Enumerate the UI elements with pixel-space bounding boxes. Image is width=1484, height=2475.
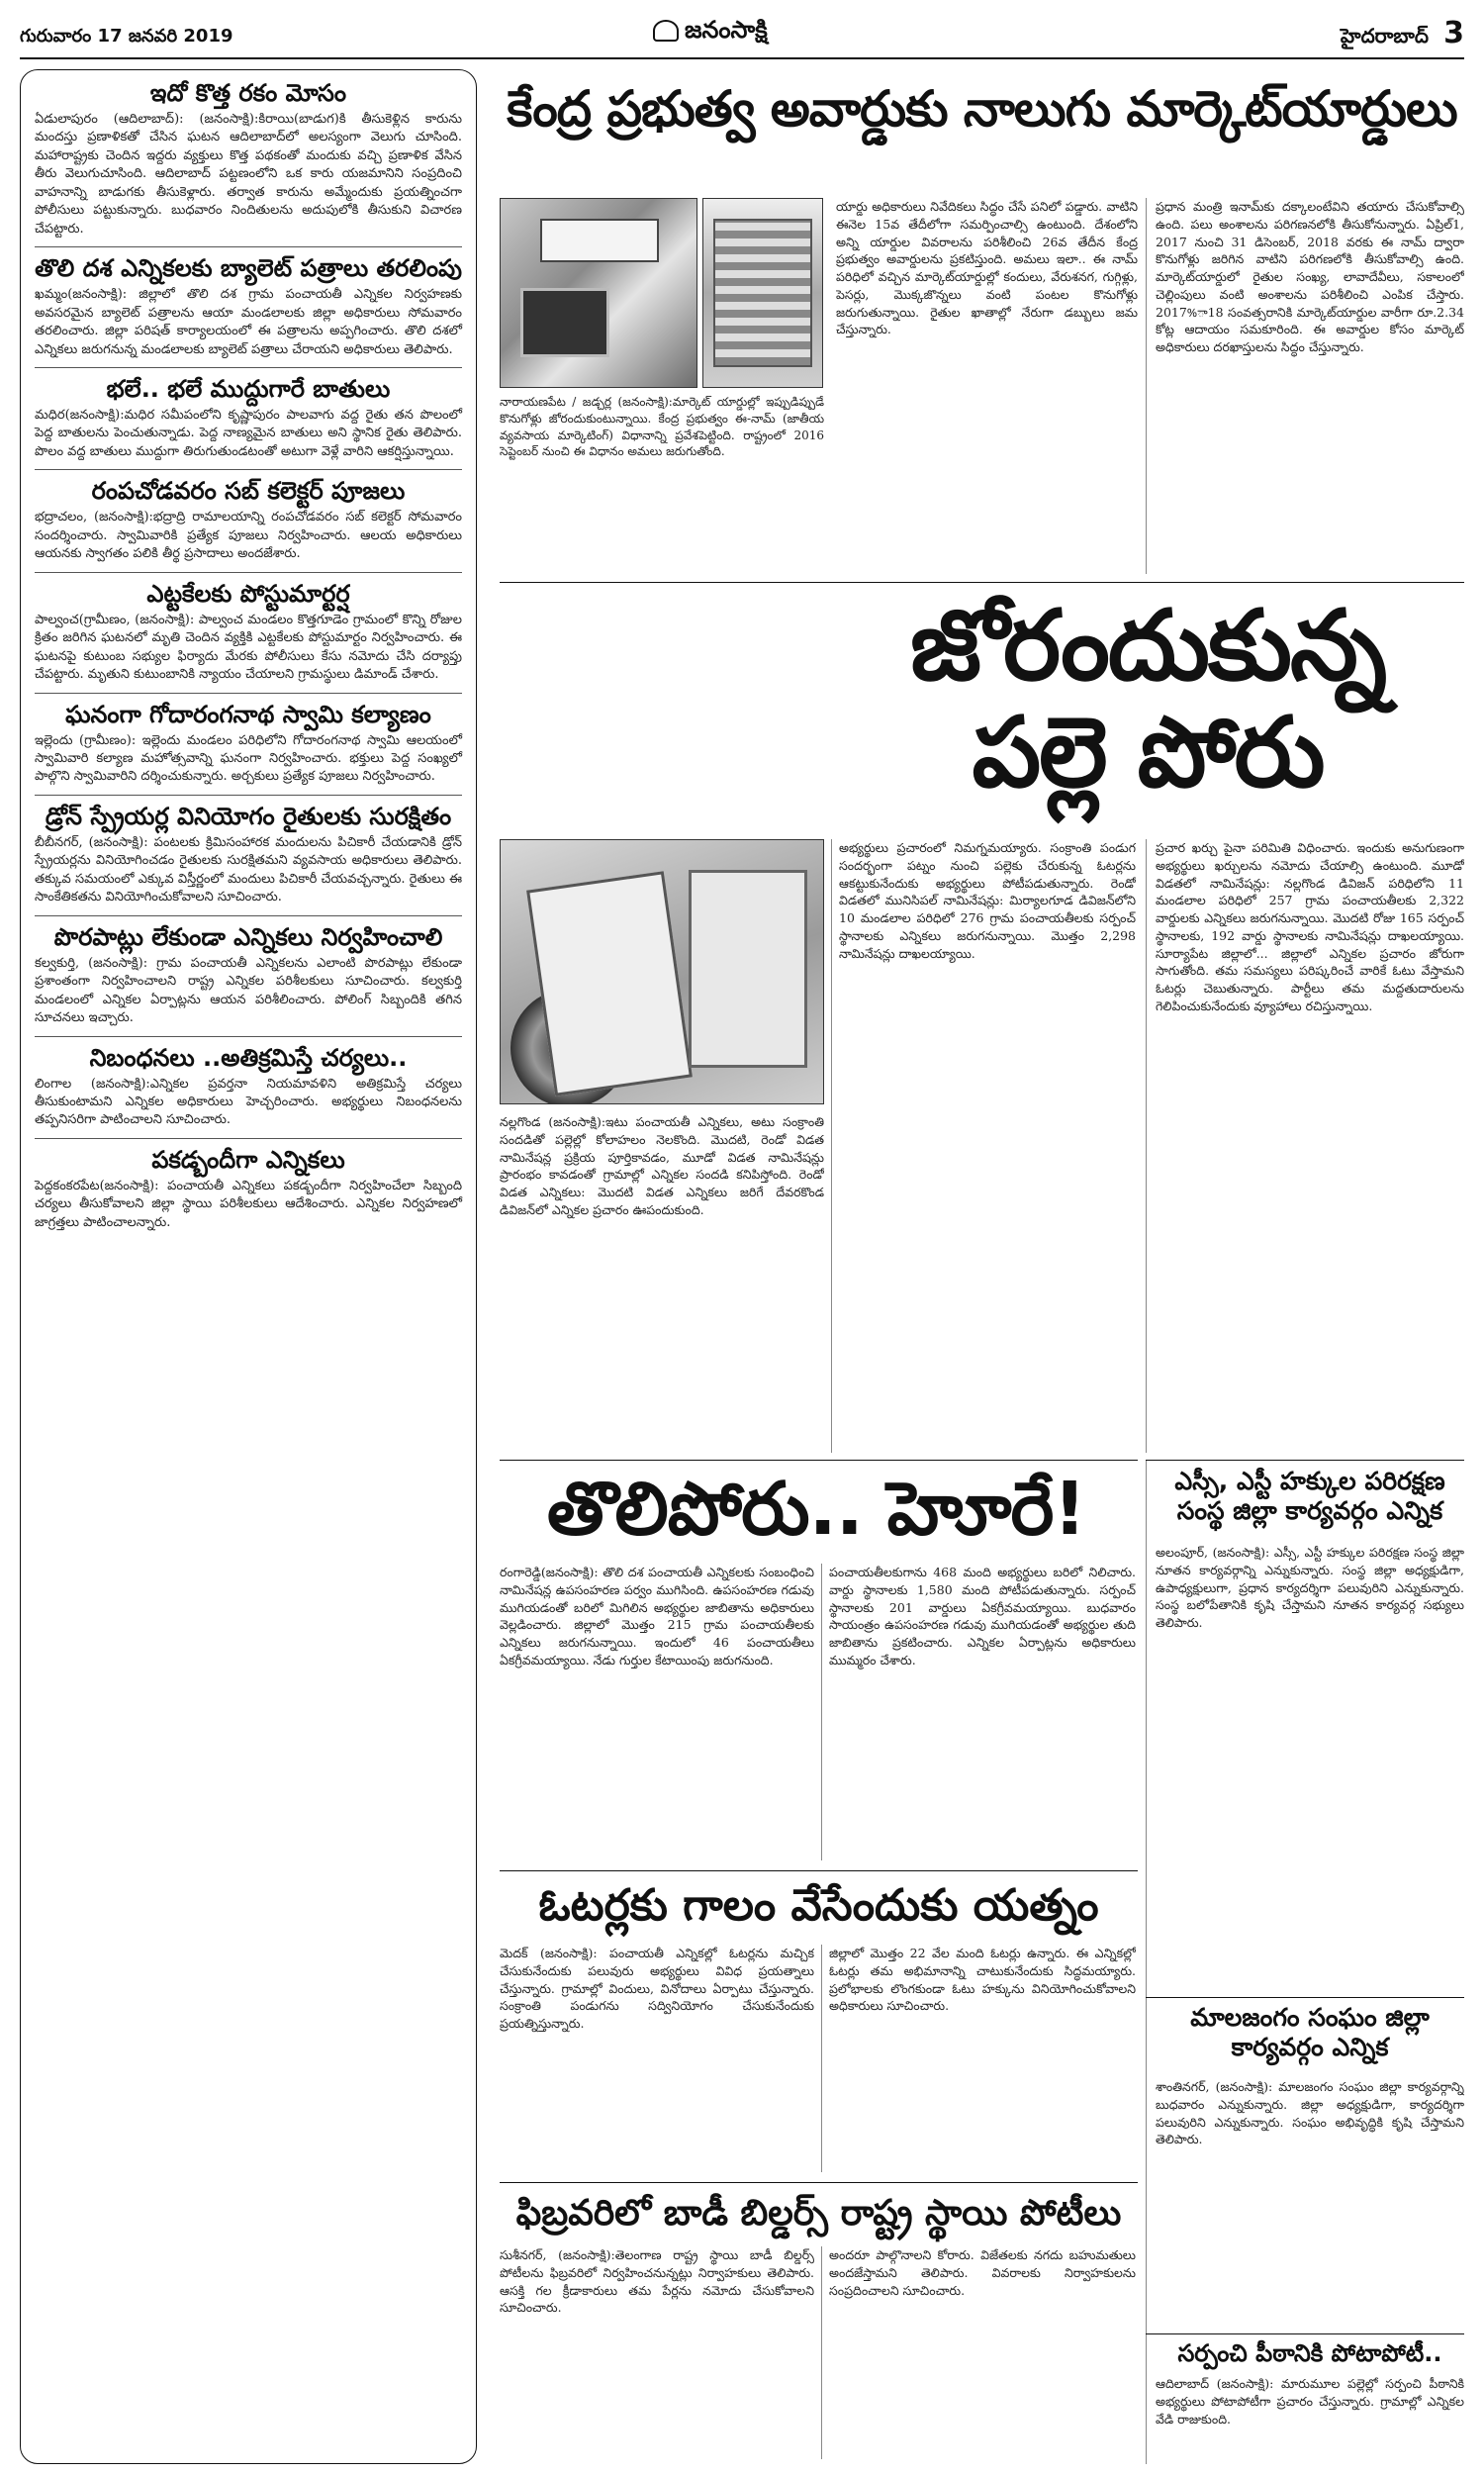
photo-sign [540,219,659,262]
story-body: బీబీనగర్, (జనంసాక్షి): పంటలకు క్రిమిసంహారక మందులను పిచికారీ చేయడానికి డ్రోన్ స్ప్రేయర్లను వినియోగించడం రైతులకు సురక్షితమని వ్యవసాయ అధికారులు తెలిపారు. తక్కువ సమయంలో ఎక్కువ విస్తీర్ణంలో మందులు పిచికారీ చేయవచ్చన్నారు. రైతులు ఈ సాంకేతికతను వినియోగించుకోవాలని సూచించారు. [35,834,462,905]
photo-evm [526,871,693,1095]
story-title: పకడ్బందీగా ఎన్నికలు [151,1145,345,1174]
photo-screen [520,288,609,357]
column-rule [1146,1460,1147,2464]
divider [35,1138,462,1139]
story-body: భద్రాచలం, (జనంసాక్షి):భద్రాద్రి రామాలయాన్ని రంపచోడవరం సబ్ కలెక్టర్ సోమవారం సందర్శించారు. స్వామివారికి ప్రత్యేక పూజలు నిర్వహించారు. ఆలయ అధికారులు ఆయనకు స్వాగతం పలికి తీర్థ ప్రసాదాలు అందజేశారు. [35,510,462,562]
edition-city: హైదరాబాద్ [1340,24,1429,48]
story-body: కల్వకుర్తి, (జనంసాక్షి): గ్రామ పంచాయతీ ఎన్నికలను ఎలాంటి పొరపాట్లు లేకుండా ప్రశాంతంగా నిర్వహించాలని రాష్ట్ర ఎన్నికల పరిశీలకులు సూచించారు. కల్వకుర్తి మండలంలో ఎన్నికల ఏర్పాట్లను ఆయన పరిశీలించారు. పోలింగ్ సిబ్బందికి తగిన సూచనలు ఇచ్చారు. [35,955,462,1026]
story-title: భలే.. భలే ముద్దుగారే బాతులు [106,374,391,403]
markets-column-2: యార్డు అధికారులు నివేదికలు సిద్ధం చేసే పనిలో పడ్డారు. వాటిని ఈనెల 15వ తేదీలోగా సమర్పించాల్సి ఉంటుంది. దేశంలోని అన్ని యార్డుల వివరాలను పరిశీలించి 26వ తేదీన కేంద్ర ప్రభుత్వం అవార్డులను ప్రకటిస్తుంది. అమలు ఇలా.. ఈ నామ్ పరిధిలో వచ్చిన మార్కెట్‌యార్డుల్లో కందులు, వేరుశనగ, గుగ్గిళ్లు, పెసర్లు, మొక్కజొన్నలు వంటి పంటల కొనుగోళ్లు జరుగుతున్నాయి. రైతుల ఖాతాల్లో నేరుగా డబ్బులు జమ చేస్తున్నారు. [836,199,1138,337]
divider [35,469,462,470]
story-title: డ్రోన్ స్ప్రేయర్ల వినియోగం రైతులకు సురక్షితం [45,802,452,830]
column-rule [821,2246,822,2459]
story-title: పొరపాట్లు లేకుండా ఎన్నికలు నిర్వహించాలి [53,922,443,951]
story-7 [35,802,462,907]
story-5 [35,579,462,685]
malajangam-headline: మాలజంగం సంఘం జిల్లా కార్యవర్గం ఎన్నిక [1190,2003,1430,2061]
rights-org-headline: ఎస్సీ, ఎస్టీ హక్కుల పరిరక్షణ సంస్థ జిల్లా కార్యవర్గం ఎన్నిక [1174,1467,1445,1525]
paper-logo-text: జనంసాక్షి [685,16,768,44]
story-body: పాల్వంచ(గ్రామీణం, (జనంసాక్షి): పాల్వంచ మండలం కొత్తగూడెం గ్రామంలో కొన్ని రోజుల క్రితం జరిగిన ఘటనలో మృతి చెందిన వ్యక్తికి ఎట్టకేలకు పోస్టుమార్టం నిర్వహించారు. ఈ ఘటనపై కుటుంబ సభ్యుల ఫిర్యాదు మేరకు పోలీసులు కేసు నమోదు చేసి దర్యాప్తు చేపట్టారు. మృతుని కుటుంబానికి న్యాయం చేయాలని గ్రామస్థులు డిమాండ్ చేశారు. [35,612,462,683]
markets-column-3: ప్రధాన మంత్రి ఇనామ్‌కు దక్కాలంటేవిని తయారు చేసుకోవాల్సి ఉంది. పలు అంశాలను పరిగణనలోకి తీసుకోనున్నారు. ఏప్రిల్1, 2017 నుంచి 31 డిసెంబర్, 2018 వరకు ఈ నామ్ ద్వారా కొనుగోళ్లు జరిగిన వాటిని పరిగణలోకి తీసుకోవాల్సి ఉంది. మార్కెట్‌యార్డులో రైతుల సంఖ్య, లావాదేవీలు, సకాలంలో చెల్లింపులు వంటి అంశాలను పరిశీలించి ఎంపిక చేస్తారు. 2017%ా18 సంవత్సరానికి మార్కెట్‌యార్డుల వారీగా రూ.2.34 కోట్ల ఆదాయం సమకూరింది. ఈ అవార్డుల కోసం మార్కెట్ అధికారులు దరఖాస్తులను సిద్ధం చేస్తున్నారు. [1156,199,1464,354]
bodybuilding-column-2: అందరూ పాల్గొనాలని కోరారు. విజేతలకు నగదు బహుమతులు అందజేస్తామని తెలిపారు. వివరాలకు నిర్వాహకులను సంప్రదించాలని సూచించారు. [829,2247,1136,2298]
voters-column-2: జిల్లాలో మొత్తం 22 వేల మంది ఓటర్లు ఉన్నారు. ఈ ఎన్నికల్లో ఓటర్లు తమ అభిమానాన్ని చాటుకునేందుకు సిద్ధమయ్యారు. ప్రలోభాలకు లొంగకుండా ఓటు హక్కును వినియోగించుకోవాలని అధికారులు సూచించారు. [829,1946,1136,2014]
market-building-photo [702,198,823,388]
masthead [20,10,1464,59]
story-2 [35,253,462,359]
village-headline: జోరందుకున్న పల్లె పోరు [910,590,1385,809]
story-3 [35,374,462,461]
voters-headline: ఓటర్లకు గాలం వేసేందుకు యత్నం [538,1880,1099,1931]
section-rule [1146,1997,1464,1998]
story-title: ఎట్టకేలకు పోస్టుమార్టర్ష [146,579,350,608]
photo-building [713,219,812,367]
divider [35,367,462,368]
divider [35,795,462,796]
story-body: మధిర(జనంసాక్షి):మధిర సమీపంలోని కృష్ణాపురం పాలవాగు వద్ద రైతు తన పొలంలో పెద్ద బాతులను పెంచుతున్నాడు. పెద్ద నాణ్యమైన బాతులు అని స్థానిక రైతు తెలిపారు. పొలం వద్ద బాతులు ముద్దుగా తిరుగుతుండటంతో అటుగా వెళ్లే వారిని ఆకర్షిస్తున్నాయి. [35,407,462,459]
section-rule [1146,2333,1464,2334]
village-column-1: నల్లగొండ (జనంసాక్షి):ఇటు పంచాయతీ ఎన్నికలు, అటు సంక్రాంతి సందడితో పల్లెల్లో కోలాహలం నెలకొంది. మొదటి, రెండో విడత నామినేషన్ల ప్రక్రియ పూర్తికావడం, మూడో విడత నామినేషన్లు ప్రారంభం కావడంతో గ్రామాల్లో ఎన్నికల సందడి కనిపిస్తోంది. రెండో విడత ఎన్నికలు: మొదటి విడత ఎన్నికలు జరిగే దేవరకొండ డివిజన్‌లో ఎన్నికల ప్రచారం ఊపందుకుంది. [500,1114,824,1217]
story-4 [35,476,462,563]
story-body: ఏడులాపురం (ఆదిలాబాద్): (జనంసాక్షి):కిరాయి(బాడుగ)కి తీసుకెళ్లిన కారును మందస్తు ప్రణాళికతో చేసిన ఘటన ఆదిలాబాద్‌లో అలస్యంగా వెలుగు చూసింది. మహారాష్ట్రకు చెందిన ఇద్దరు వ్యక్తులు కొత్త పథకంతో మందుకు వచ్చి ప్రణాళిక వేసిన తీరు వెలుగుచూసింది. ఆదిలాబాద్ పట్టణంలోని ఒక కారు యజమానిని సంప్రదించి వాహనాన్ని బాడుగకు తీసుకెళ్లారు. తర్వాత కారును అమ్మేందుకు ప్రయత్నించగా పోలీసులు పట్టుకున్నారు. బుధవారం నిందితులను అదుపులోకి తీసుకుని విచారణ చేపట్టారు. [35,112,462,237]
divider [35,693,462,694]
sarpanch-headline: సర్పంచి పీఠానికి పోటాపోటీ.. [1177,2339,1442,2367]
logo-mark-icon [653,20,679,42]
story-body: ఇల్లెందు (గ్రామీణం): ఇల్లెందు మండలం పరిధిలోని గోదారంగనాథ స్వామి ఆలయంలో స్వామివారి కల్యాణ మహోత్సవాన్ని ఘనంగా నిర్వహించారు. భక్తులు పెద్ద సంఖ్యలో పాల్గొని స్వామివారిని దర్శించుకున్నారు. అర్చకులు ప్రత్యేక పూజలు నిర్వహించారు. [35,732,462,785]
market-yard-photo [500,198,697,388]
section-rule [500,582,1464,583]
story-title: ఘనంగా గోదారంగనాథ స్వామి కల్యాణం [65,700,431,728]
section-rule [1146,1460,1464,1461]
column-rule [1146,839,1147,1453]
story-title: ఇదో కొత్త రకం మోసం [149,79,347,107]
story-title: రంపచోడవరం సబ్ కలెక్టర్ పూజలు [91,477,406,506]
story-1 [35,78,462,238]
section-rule [500,1870,1138,1871]
story-body: ఖమ్మం(జనంసాక్షి): జిల్లాలో తొలి దశ గ్రామ పంచాయతీ ఎన్నికల నిర్వహణకు అవసరమైన బ్యాలెట్ పత్రాలను ఆయా మండలాలకు జిల్లా అధికారులు సోమవారం తరలించారు. జిల్లా పరిషత్ కార్యాలయంలో ఈ పత్రాలను అప్పగించారు. తొలి దశలో ఎన్నికలు జరుగనున్న మండలాలకు బ్యాలెట్ పత్రాలు చేరాయని అధికారులు తెలిపారు. [35,287,462,357]
first-round-column-1: రంగారెడ్డి(జనంసాక్షి): తొలి దశ పంచాయతీ ఎన్నికలకు సంబంధించి నామినేషన్ల ఉపసంహరణ పర్వం ముగిసింది. ఉపసంహరణ గడువు ముగియడంతో బరిలో మిగిలిన అభ్యర్థుల జాబితాను అధికారులు వెల్లడించారు. జిల్లాలో మొత్తం 215 గ్రామ పంచాయతీలకు ఎన్నికలు జరుగనున్నాయి. ఇందులో 46 పంచాయతీలు ఏకగ్రీవమయ్యాయి. నేడు గుర్తుల కేటాయింపు జరుగనుంది. [500,1565,814,1667]
column-rule [821,1945,822,2172]
paper-logo [653,16,768,49]
divider [35,246,462,247]
bodybuilding-headline: ఫిబ్రవరిలో బాడీ బిల్డర్స్ రాష్ట్ర స్థాయి పోటీలు [515,2193,1122,2234]
bodybuilding-column-1: సుశీనగర్, (జనంసాక్షి):తెలంగాణ రాష్ట్ర స్థాయి బాడీ బిల్డర్స్ పోటీలను ఫిబ్రవరిలో నిర్వహించనున్నట్లు నిర్వాహకులు తెలిపారు. ఆసక్తి గల క్రీడాకారులు తమ పేర్లను నమోదు చేసుకోవాలని సూచించారు. [500,2247,814,2316]
divider [35,572,462,573]
story-8 [35,922,462,1028]
left-news-column [20,69,477,2464]
story-body: లింగాల (జనంసాక్షి):ఎన్నికల ప్రవర్తనా నియమావళిని అతిక్రమిస్తే చర్యలు తీసుకుంటామని ఎన్నికల అధికారులు హెచ్చరించారు. అభ్యర్థులు నిబంధనలను తప్పనిసరిగా పాటించాలని సూచించారు. [35,1076,462,1128]
divider [35,915,462,916]
story-6 [35,700,462,787]
photo-evm-unit [689,870,807,1068]
section-rule [500,1460,1138,1461]
story-9 [35,1043,462,1130]
story-10 [35,1145,462,1232]
column-rule [831,839,832,1453]
sarpanch-body: ఆదిలాబాద్ (జనంసాక్షి): మారుమూల పల్లెల్లో సర్పంచి పీఠానికి అభ్యర్థులు పోటాపోటీగా ప్రచారం చేస్తున్నారు. గ్రామాల్లో ఎన్నికల వేడి రాజుకుంది. [1156,2376,1464,2427]
rights-org-body: అలంపూర్, (జనంసాక్షి): ఎస్సీ, ఎస్టీ హక్కుల పరిరక్షణ సంస్థ జిల్లా నూతన కార్యవర్గాన్ని ఎన్నుకున్నారు. సంస్థ జిల్లా అధ్యక్షుడిగా, ఉపాధ్యక్షులుగా, ప్రధాన కార్యదర్శిగా పలువురిని ఎన్నుకున్నారు. సంస్థ బలోపేతానికి కృషి చేస్తామని నూతన కార్యవర్గ సభ్యులు తెలిపారు. [1156,1545,1464,1630]
column-rule [821,1564,822,1860]
village-column-2: అభ్యర్థులు ప్రచారంలో నిమగ్నమయ్యారు. సంక్రాంతి పండుగ సందర్భంగా పట్నం నుంచి పల్లెకు చేరుకున్న ఓటర్లను ఆకట్టుకునేందుకు అభ్యర్థులు పోటీపడుతున్నారు. రెండో విడతలో మునిసిపల్ నామినేషన్లు: మిర్యాలగూడ డివిజన్‌లోని 10 మండలాల పరిధిలో 276 గ్రామ పంచాయతీలకు సర్పంచ్ స్థానాలకు ఎన్నికలు జరుగనున్నాయి. మొత్తం 2,298 నామినేషన్లు దాఖలయ్యాయి. [839,840,1136,961]
first-round-headline: తొలిపోరు.. హెూరే! [546,1467,1086,1552]
evm-photo [500,839,824,1104]
section-rule [500,2182,1138,2183]
story-title: నిబంధనలు ..అతిక్రమిస్తే చర్యలు.. [89,1043,408,1072]
first-round-column-2: పంచాయతీలకుగాను 468 మంది అభ్యర్థులు బరిలో నిలిచారు. వార్డు స్థానాలకు 1,580 మంది పోటీపడుతున్నారు. సర్పంచ్ స్థానాలకు 201 వార్డులు ఏకగ్రీవమయ్యాయి. బుధవారం సాయంత్రం ఉపసంహరణ గడువు ముగియడంతో అభ్యర్థుల తుది జాబితాను ప్రకటించారు. ఎన్నికల ఏర్పాట్లను అధికారులు ముమ్మరం చేశారు. [829,1565,1136,1667]
malajangam-body: శాంతినగర్, (జనంసాక్షి): మాలజంగం సంఘం జిల్లా కార్యవర్గాన్ని బుధవారం ఎన్నుకున్నారు. జిల్లా అధ్యక్షుడిగా, కార్యదర్శిగా పలువురిని ఎన్నుకున్నారు. సంఘం అభివృద్ధికి కృషి చేస్తామని తెలిపారు. [1156,2079,1464,2147]
voters-column-1: మెదక్ (జనంసాక్షి): పంచాయతీ ఎన్నికల్లో ఓటర్లను మచ్చిక చేసుకునేందుకు పలువురు అభ్యర్థులు వివిధ ప్రయత్నాలు చేస్తున్నారు. గ్రామాల్లో విందులు, వినోదాలు ఏర్పాటు చేస్తున్నారు. సంక్రాంతి పండుగను సద్వినియోగం చేసుకునేందుకు ప్రయత్నిస్తున్నారు. [500,1946,814,2031]
markets-caption: నారాయణపేట / జడ్చర్ల (జనంసాక్షి):మార్కెట్ యార్డుల్లో ఇప్పుడిప్పుడే కొనుగోళ్లు జోరందుకుంటున్నాయి. కేంద్ర ప్రభుత్వం ఈ-నామ్ (జాతీయ వ్యవసాయ మార్కెటింగ్) విధానాన్ని ప్రవేశపెట్టింది. రాష్ట్రంలో 2016 సెప్టెంబర్ నుంచి ఈ విధానం అమలు జరుగుతోంది. [500,395,824,459]
divider [35,1036,462,1037]
story-body: పెద్దకంకరపేట(జనంసాక్షి): పంచాయతీ ఎన్నికలు పకడ్బందీగా నిర్వహించేలా సిబ్బంది చర్యలు తీసుకోవాలని జిల్లా స్థాయి పరిశీలకులు ఆదేశించారు. ఎన్నికల నిర్వహణలో జాగ్రత్తలు పాటించాలన్నారు. [35,1178,462,1230]
page-number: 3 [1443,16,1464,50]
village-column-3: ప్రచార ఖర్చు పైనా పరిమితి విధించారు. ఇందుకు అనుగుణంగా అభ్యర్థులు ఖర్చులను నమోదు చేయాల్సి ఉంటుంది. మూడో విడతలో నామినేషన్లు: నల్లగొండ డివిజన్ పరిధిలోని 11 మండలాల పరిధిలో 257 గ్రామ పంచాయతీలకు 2,322 వార్డులకు ఎన్నికలు జరుగనున్నాయి. మొదటి రోజు 165 సర్పంచ్ స్థానాలకు, 192 వార్డు స్థానాలకు నామినేషన్లు దాఖలయ్యాయి. సూర్యాపేట జిల్లాలో... జిల్లాలో ఎన్నికల ప్రచారం జోరుగా సాగుతోంది. తమ సమస్యలు పరిష్కరించే వారికే ఓటు వేస్తామని ఓటర్లు చెబుతున్నారు. పార్టీలు తమ మద్దతుదారులను గెలిపించుకునేందుకు వ్యూహాలు రచిస్తున్నాయి. [1156,840,1464,1013]
issue-date: గురువారం 17 జనవరి 2019 [20,26,233,47]
markets-headline: కేంద్ర ప్రభుత్వ అవార్డుకు నాలుగు మార్కెట్‌యార్డులు [507,80,1457,138]
story-title: తొలి దశ ఎన్నికలకు బ్యాలెట్ పత్రాలు తరలింపు [35,254,462,283]
column-rule [1146,198,1147,574]
